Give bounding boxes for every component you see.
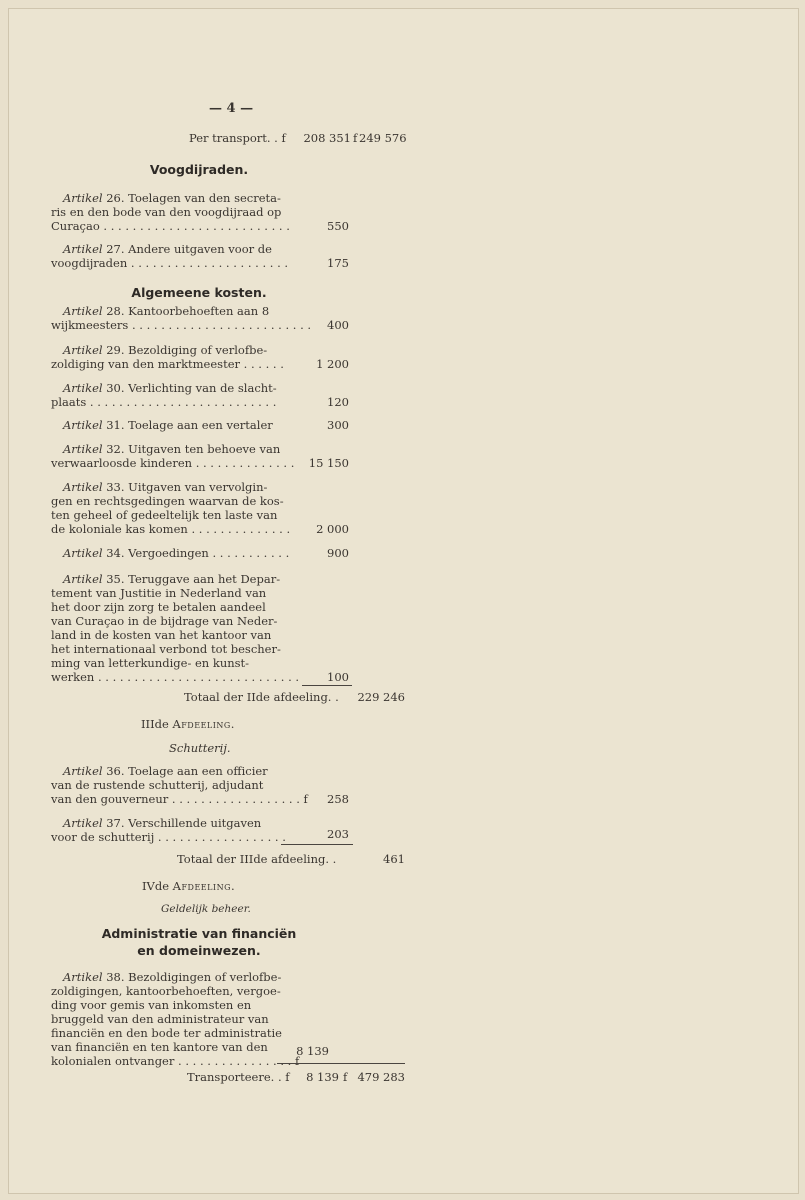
transporteere-sep: f xyxy=(343,1070,348,1084)
artikel-31-line1: Artikel 31. Toelage aan een vertaler xyxy=(63,418,273,432)
artikel-30-line2: plaats . . . . . . . . . . . . . . . . . . . . . . . . . . xyxy=(51,395,277,409)
artikel-37-line2: voor de schutterij . . . . . . . . . . . . . . . . . . xyxy=(51,830,286,844)
transport-col1: 208 351 xyxy=(303,131,351,145)
afdeeling-iv-heading: IVde Afdeeling. xyxy=(142,879,236,893)
artikel-32-amount: 15 150 xyxy=(308,456,349,470)
transport-col2: 249 576 xyxy=(359,131,407,145)
artikel-38-amount: 8 139 xyxy=(296,1044,329,1058)
subtotal-rule-ii xyxy=(302,685,352,686)
artikel-36-line1: Artikel 36. Toelage aan een officier xyxy=(63,764,268,778)
artikel-38-line3: ding voor gemis van inkomsten en xyxy=(51,998,252,1012)
artikel-26-amount: 550 xyxy=(327,219,349,233)
artikel-37-line1: Artikel 37. Verschillende uitgaven xyxy=(63,816,262,830)
total-ii-amount: 229 246 xyxy=(357,690,405,704)
transporteere-col1: 8 139 xyxy=(306,1070,339,1084)
final-rule xyxy=(277,1063,405,1064)
artikel-35-line1: Artikel 35. Teruggave aan het Depar- xyxy=(63,572,281,586)
artikel-29-line1: Artikel 29. Bezoldiging of verlofbe- xyxy=(63,343,268,357)
artikel-36-line3: van den gouverneur . . . . . . . . . . . . . . . . . . f xyxy=(51,792,308,806)
artikel-29-line2: zoldiging van den marktmeester . . . . . . xyxy=(51,357,284,371)
artikel-38-line5: financiën en den bode ter administratie xyxy=(51,1026,282,1040)
artikel-30-amount: 120 xyxy=(327,395,349,409)
artikel-33-line4: de koloniale kas komen . . . . . . . . . . . . . . xyxy=(51,522,291,536)
artikel-26-line3: Curaçao . . . . . . . . . . . . . . . . . . . . . . . . . . xyxy=(51,219,290,233)
artikel-30-line1: Artikel 30. Verlichting van de slacht- xyxy=(63,381,277,395)
artikel-27-amount: 175 xyxy=(327,256,349,270)
artikel-28-line2: wijkmeesters . . . . . . . . . . . . . . . . . . . . . . . . . xyxy=(51,318,312,332)
artikel-33-line1: Artikel 33. Uitgaven van vervolgin- xyxy=(63,480,268,494)
afdeeling-iii-subtitle: Schutterij. xyxy=(169,741,231,755)
artikel-28-line1: Artikel 28. Kantoorbehoeften aan 8 xyxy=(63,304,270,318)
total-iii-label: Totaal der IIIde afdeeling. . xyxy=(177,852,337,866)
artikel-31-amount: 300 xyxy=(327,418,349,432)
artikel-35-line7: ming van letterkundige- en kunst- xyxy=(51,656,250,670)
artikel-26-line2: ris en den bode van den voogdijraad op xyxy=(51,205,282,219)
artikel-33-line3: ten geheel of gedeeltelijk ten laste van xyxy=(51,508,278,522)
artikel-34-amount: 900 xyxy=(327,546,349,560)
artikel-35-amount: 100 xyxy=(327,670,349,684)
transporteere-label: Transporteere. . f xyxy=(187,1070,290,1084)
artikel-38-line6: van financiën en ten kantore van den xyxy=(51,1040,268,1054)
artikel-32-line1: Artikel 32. Uitgaven ten behoeve van xyxy=(63,442,281,456)
transporteere-col2: 479 283 xyxy=(357,1070,405,1084)
afdeeling-iii-heading: IIIde Afdeeling. xyxy=(141,717,235,731)
page-number: — 4 — xyxy=(209,101,254,116)
artikel-28-amount: 400 xyxy=(327,318,349,332)
section-voogdijraden: Voogdijraden. xyxy=(149,162,249,177)
artikel-27-line1: Artikel 27. Andere uitgaven voor de xyxy=(63,242,272,256)
artikel-38-line7: kolonialen ontvanger . . . . . . . . . . . . . . . . f xyxy=(51,1054,300,1068)
artikel-35-line4: van Curaçao in de bijdrage van Neder- xyxy=(51,614,278,628)
total-iii-amount: 461 xyxy=(383,852,405,866)
section-algemeene-kosten: Algemeene kosten. xyxy=(131,285,267,300)
artikel-35-line5: land in de kosten van het kantoor van xyxy=(51,628,272,642)
artikel-36-amount: 258 xyxy=(327,792,349,806)
section-administratie-line2: en domeinwezen. xyxy=(137,943,261,958)
artikel-34-line1: Artikel 34. Vergoedingen . . . . . . . . . . . xyxy=(63,546,290,560)
artikel-33-line2: gen en rechtsgedingen waarvan de kos- xyxy=(51,494,284,508)
afdeeling-iv-subtitle: Geldelijk beheer. xyxy=(161,903,251,915)
transport-label: Per transport. . f xyxy=(189,131,286,145)
artikel-36-line2: van de rustende schutterij, adjudant xyxy=(51,778,264,792)
artikel-38-line1: Artikel 38. Bezoldigingen of verlofbe- xyxy=(63,970,282,984)
artikel-35-line2: tement van Justitie in Nederland van xyxy=(51,586,267,600)
total-ii-label: Totaal der IIde afdeeling. . xyxy=(184,690,339,704)
bleed-through-texture xyxy=(429,159,769,1059)
artikel-33-amount: 2 000 xyxy=(316,522,349,536)
artikel-32-line2: verwaarloosde kinderen . . . . . . . . . . . . . . xyxy=(51,456,295,470)
artikel-38-line4: bruggeld van den administrateur van xyxy=(51,1012,269,1026)
artikel-35-line8: werken . . . . . . . . . . . . . . . . . . . . . . . . . . . . xyxy=(51,670,300,684)
artikel-35-line6: het internationaal verbond tot bescher- xyxy=(51,642,281,656)
artikel-29-amount: 1 200 xyxy=(316,357,349,371)
section-administratie-line1: Administratie van financiën xyxy=(101,926,297,941)
document-page xyxy=(8,8,799,1194)
artikel-37-amount: 203 xyxy=(327,827,349,841)
transport-sep: f xyxy=(353,131,358,145)
artikel-38-line2: zoldigingen, kantoorbehoeften, vergoe- xyxy=(51,984,281,998)
artikel-27-line2: voogdijraden . . . . . . . . . . . . . . . . . . . . . . xyxy=(51,256,289,270)
artikel-35-line3: het door zijn zorg te betalen aandeel xyxy=(51,600,266,614)
artikel-26-line1: Artikel 26. Toelagen van den secreta- xyxy=(63,191,281,205)
subtotal-rule-iii xyxy=(281,844,353,845)
